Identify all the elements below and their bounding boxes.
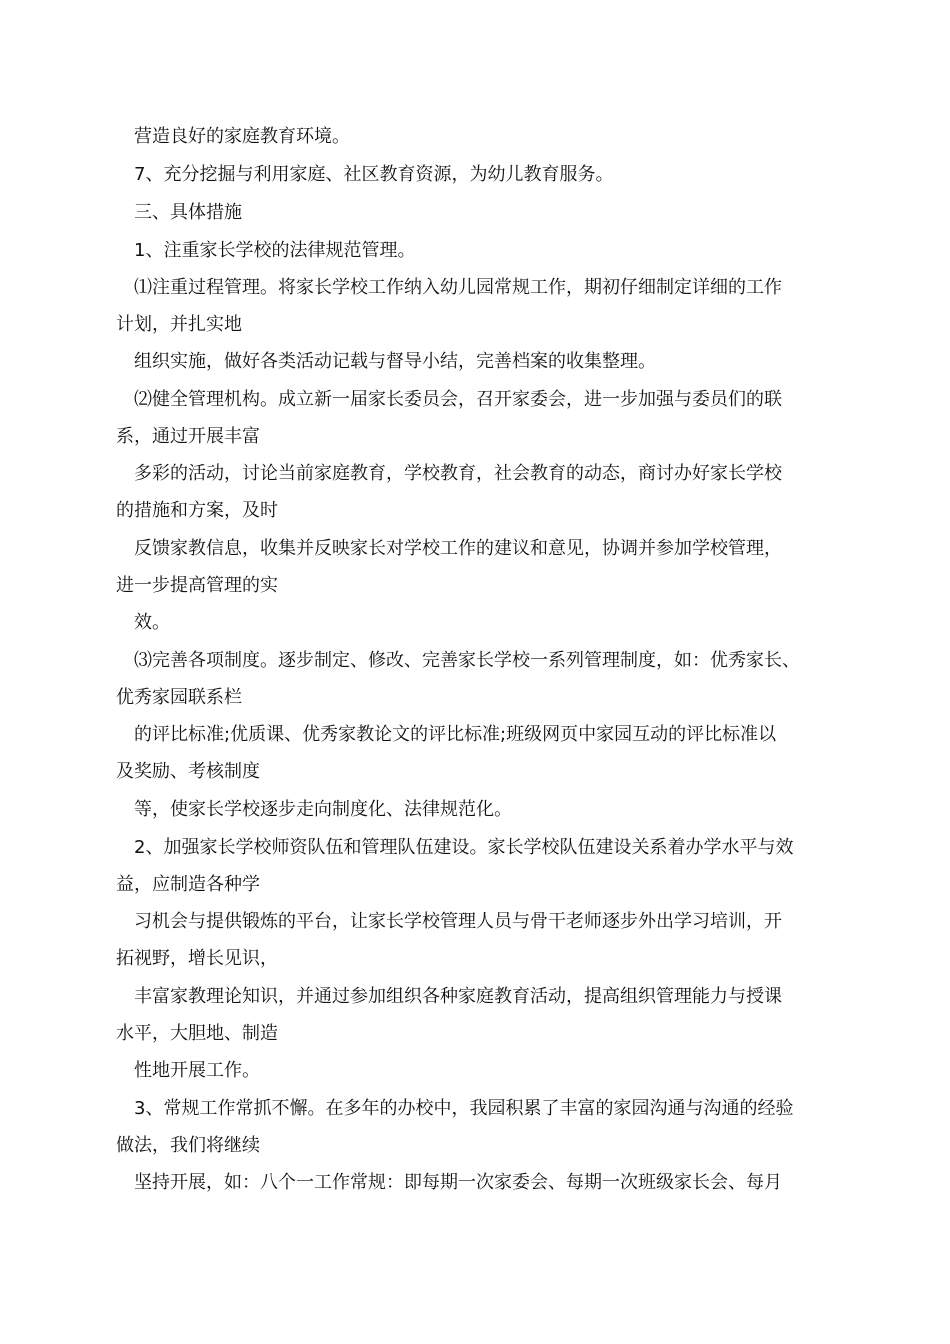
paragraph-line: 营造良好的家庭教育环境。	[134, 126, 350, 147]
paragraph-line: 坚持开展，如：八个一工作常规：即每期一次家委会、每期一次班级家长会、每月	[134, 1172, 782, 1193]
section-heading: 三、具体措施	[134, 202, 242, 223]
subsection-heading: 1、注重家长学校的法律规范管理。	[134, 240, 416, 261]
paragraph-line: 优秀家园联系栏	[116, 687, 242, 708]
paragraph-line: 丰富家教理论知识，并通过参加组织各种家庭教育活动，提高组织管理能力与授课	[134, 986, 782, 1007]
paragraph-line: 进一步提高管理的实	[116, 575, 278, 596]
paragraph-line: 及奖励、考核制度	[116, 761, 260, 782]
paragraph-line: 7、充分挖掘与利用家庭、社区教育资源，为幼儿教育服务。	[134, 164, 614, 185]
paragraph-line: 的措施和方案，及时	[116, 500, 278, 521]
paragraph-line: 习机会与提供锻炼的平台，让家长学校管理人员与骨干老师逐步外出学习培训，开	[134, 911, 782, 932]
paragraph-line: 的评比标准;优质课、优秀家教论文的评比标准;班级网页中家园互动的评比标准以	[134, 724, 777, 745]
paragraph-line: 系，通过开展丰富	[116, 426, 260, 447]
paragraph-line: ⑶完善各项制度。逐步制定、修改、完善家长学校一系列管理制度，如：优秀家长、	[134, 650, 800, 671]
paragraph-line: 3、常规工作常抓不懈。在多年的办校中，我园积累了丰富的家园沟通与沟通的经验	[134, 1098, 794, 1119]
paragraph-line: 2、加强家长学校师资队伍和管理队伍建设。家长学校队伍建设关系着办学水平与效	[134, 837, 794, 858]
paragraph-line: 效。	[134, 612, 170, 633]
paragraph-line: 组织实施，做好各类活动记载与督导小结，完善档案的收集整理。	[134, 351, 656, 372]
paragraph-line: 益，应制造各种学	[116, 874, 260, 895]
paragraph-line: 性地开展工作。	[134, 1060, 260, 1081]
paragraph-line: ⑴注重过程管理。将家长学校工作纳入幼儿园常规工作，期初仔细制定详细的工作	[134, 277, 782, 298]
paragraph-line: 多彩的活动，讨论当前家庭教育，学校教育，社会教育的动态，商讨办好家长学校	[134, 463, 782, 484]
paragraph-line: 反馈家教信息，收集并反映家长对学校工作的建议和意见，协调并参加学校管理，	[134, 538, 782, 559]
paragraph-line: ⑵健全管理机构。成立新一届家长委员会，召开家委会，进一步加强与委员们的联	[134, 389, 782, 410]
paragraph-line: 做法，我们将继续	[116, 1135, 260, 1156]
paragraph-line: 拓视野，增长见识，	[116, 948, 278, 969]
paragraph-line: 水平，大胆地、制造	[116, 1023, 278, 1044]
paragraph-line: 等，使家长学校逐步走向制度化、法律规范化。	[134, 799, 512, 820]
paragraph-line: 计划，并扎实地	[116, 314, 242, 335]
